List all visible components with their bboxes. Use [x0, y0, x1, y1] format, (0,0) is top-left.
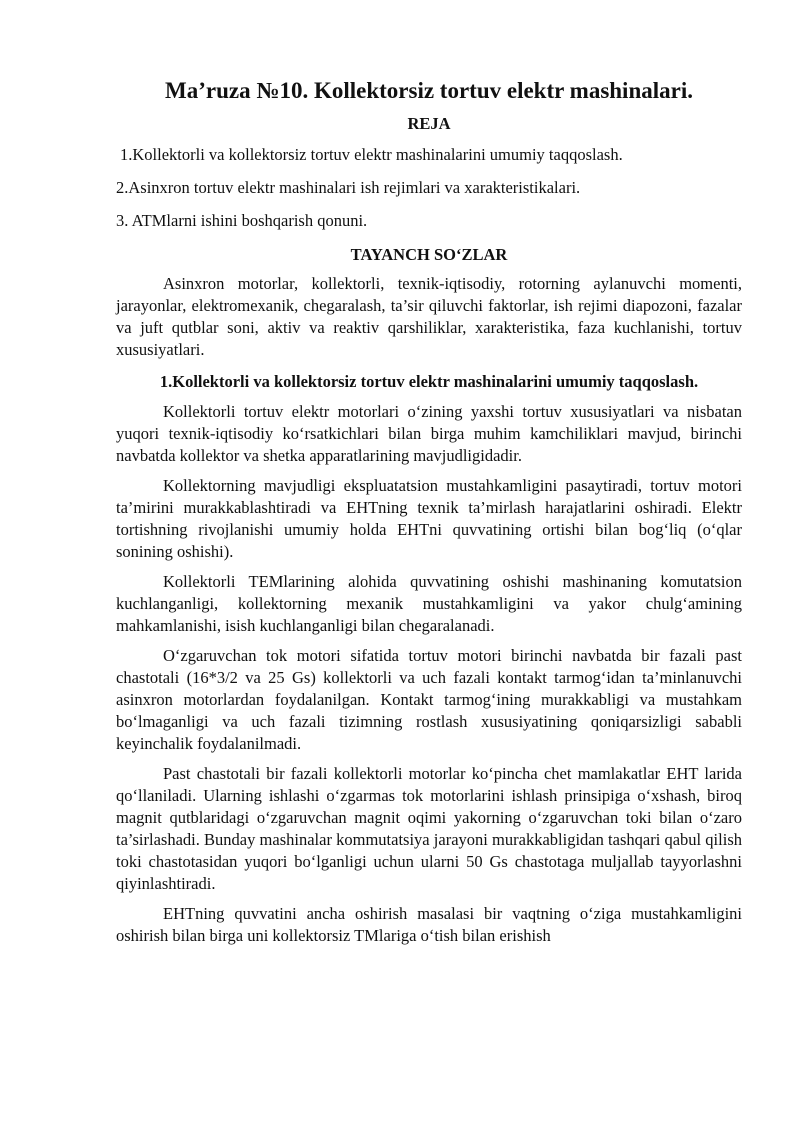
- plan-item-2: 2.Asinxron tortuv elektr mashinalari ish rejimlari va xarakteristikalari.: [116, 178, 581, 197]
- plan-item-1: 1.Kollektorli va kollektorsiz tortuv elektr mashinalarini umumiy taqqoslash.: [120, 145, 623, 164]
- keywords-text: Asinxron motorlar, kollektorli, texnik-iqtisodiy, rotorning aylanuvchi momenti, jarayonlar, elektromexanik, chegaralash, ta’sir qiluvchi faktorlar, ish rejimi diapozoni, fazalar va juft qutblar soni, aktiv va reaktiv qarshiliklar, xarakteristika, faza kuchlanishi, tortuv xususiyatlari.: [116, 274, 742, 359]
- paragraph-6: EHTning quvvatini ancha oshirish masalasi bir vaqtning o‘ziga mustahkamligini oshirish bilan birga uni kollektorsiz TMlariga o‘tish bilan erishish: [116, 904, 742, 945]
- lecture-title: Ma’ruza №10. Kollektorsiz tortuv elektr mashinalari.: [165, 78, 693, 103]
- paragraph-3: Kollektorli TEMlarining alohida quvvatining oshishi mashinaning komutatsion kuchlanganligi, kollektorning mexanik mustahkamligini va yakor chulg‘amining mahkamlanishi, isish kuchlanganligi bilan chegaralanadi.: [116, 572, 742, 635]
- plan-item-3: 3. ATMlarni ishini boshqarish qonuni.: [116, 211, 368, 230]
- paragraph-1: Kollektorli tortuv elektr motorlari o‘zining yaxshi tortuv xususiyatlari va nisbatan yuqori texnik-iqtisodiy ko‘rsatkichlari bilan birga muhim kamchiliklari mavjud, birinchi navbatda kollektor va shetka apparatlarining mavjudligidadir.: [116, 402, 742, 465]
- section-1-heading: 1.Kollektorli va kollektorsiz tortuv elektr mashinalarini umumiy taqqoslash.: [159, 372, 699, 391]
- plan-heading: REJA: [407, 114, 451, 133]
- keywords-heading: TAYANCH SO‘ZLAR: [350, 245, 508, 264]
- paragraph-5: Past chastotali bir fazali kollektorli motorlar ko‘pincha chet mamlakatlar EHT larida qo‘llaniladi. Ularning ishlashi o‘zgarmas tok motorlarini ishlash prinsipiga o‘xshash, biroq magnit qutblaridagi o‘zgaruvchan magnit oqimi yakorning o‘zgaruvchan toki bilan o‘zaro ta’sirlashadi. Bunday mashinalar kommutatsiya jarayoni murakkabligidan tashqari qabul qilish toki chastotasidan yuqori bo‘lganligi uchun ularni 50 Gs chastotaga muljallab tayyorlashni qiyinlashtiradi.: [116, 764, 742, 893]
- paragraph-2: Kollektorning mavjudligi ekspluatatsion mustahkamligini pasaytiradi, tortuv motori ta’mirini murakkablashtiradi va EHTning texnik ta’mirlash harajatlarini oshiradi. Elektr tortishning rivojlanishi umumiy holda EHTni quvvatining ortishi bilan bog‘liq (o‘qlar sonining oshishi).: [116, 476, 742, 561]
- paragraph-4: O‘zgaruvchan tok motori sifatida tortuv motori birinchi navbatda bir fazali past chastotali (16*3/2 va 25 Gs) kollektorli va uch fazali kontakt tarmog‘idan ta’minlanuvchi asinxron motorlardan foydalanilgan. Kontakt tarmog‘ining murakkabligi va mustahkam bo‘lmaganligi va uch fazali tizimning rostlash xususiyatining qoniqarsizligi sababli keyinchalik foydalanilmadi.: [116, 646, 742, 753]
